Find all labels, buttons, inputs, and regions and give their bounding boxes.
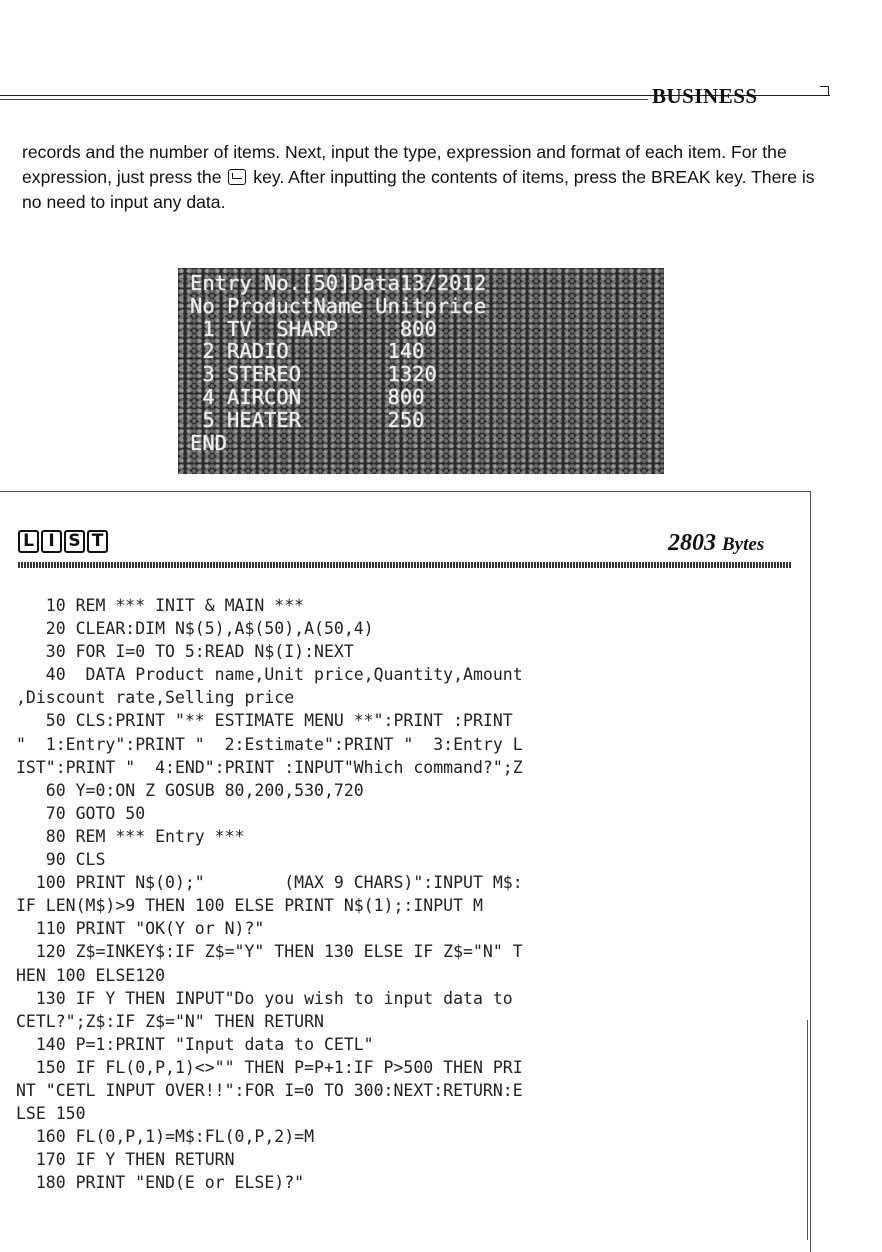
intro-paragraph: [22, 140, 837, 215]
intro-text-before-key: records and the number of items. Next, input the type, expression and format of each item. For the expression, just press the: [22, 142, 787, 187]
screen-line: 3 STEREO 1320: [190, 362, 437, 387]
intro-text-after-key: key. After inputting the contents of items, press the BREAK key. There is no need to input any data.: [22, 167, 815, 212]
byte-count-unit: Bytes: [722, 534, 765, 555]
byte-count-value: 2803: [668, 530, 716, 556]
dotted-rule: [18, 562, 792, 568]
screen-line: 1 TV SHARP 800: [190, 316, 437, 341]
screen-line: No ProductName Unitprice: [190, 293, 487, 318]
section-title: BUSINESS: [652, 84, 758, 108]
margin-line: [807, 1020, 808, 1240]
enter-key-icon: [228, 169, 246, 185]
basic-code-listing: 10 REM *** INIT & MAIN *** 20 CLEAR:DIM N$(5),A$(50),A(50,4) 30 FOR I=0 TO 5:READ N$(I):NEXT 40 DATA Product name,Unit price,Quantity,Amount ,Discount rate,Selling price 50 CLS:PRINT "** ESTIMATE MENU **":PRINT :PRINT " 1:Entry":PRINT " 2:Estimate":PRINT " 3:Entry L IST":PRINT " 4:END":PRINT :INPUT"Which command?";Z 60 Y=0:ON Z GOSUB 80,200,530,720 70 GOTO 50 80 REM *** Entry *** 90 CLS 100 PRINT N$(0);" (MAX 9 CHARS)":INPUT M$: IF LEN(M$)>9 THEN 100 ELSE PRINT N$(1);:INPUT M 110 PRINT "OK(Y or N)?" 120 Z$=INKEY$:IF Z$="Y" THEN 130 ELSE IF Z$="N" T HEN 100 ELSE120 130 IF Y THEN INPUT"Do you wish to input data to CETL?";Z$:IF Z$="N" THEN RETURN 140 P=1:PRINT "Input data to CETL" 150 IF FL(0,P,1)<>"" THEN P=P+1:IF P>500 THEN PRI NT "CETL INPUT OVER!!":FOR I=0 TO 300:NEXT:RETURN:E LSE 150 160 FL(0,P,1)=M$:FL(0,P,2)=M 170 IF Y THEN RETURN 180 PRINT "END(E or ELSE)?": [16, 596, 523, 1193]
screen-line: Entry No.[50]Data13/2012: [190, 271, 487, 295]
list-title-letter: I: [41, 530, 62, 553]
list-title: [18, 530, 108, 553]
section-hook-mark: [820, 86, 829, 96]
screen-line: 2 RADIO 140: [190, 339, 425, 364]
screen-line: 4 AIRCON 800: [190, 384, 425, 409]
list-title-letter: L: [18, 530, 39, 553]
list-title-letter: T: [87, 530, 108, 553]
list-title-letter: S: [64, 530, 85, 553]
screen-line: END: [190, 430, 228, 455]
screen-photo: [178, 268, 664, 474]
byte-count: [668, 530, 764, 557]
screen-line: 5 HEATER 250: [190, 407, 425, 432]
header-rule-secondary: [0, 99, 648, 100]
